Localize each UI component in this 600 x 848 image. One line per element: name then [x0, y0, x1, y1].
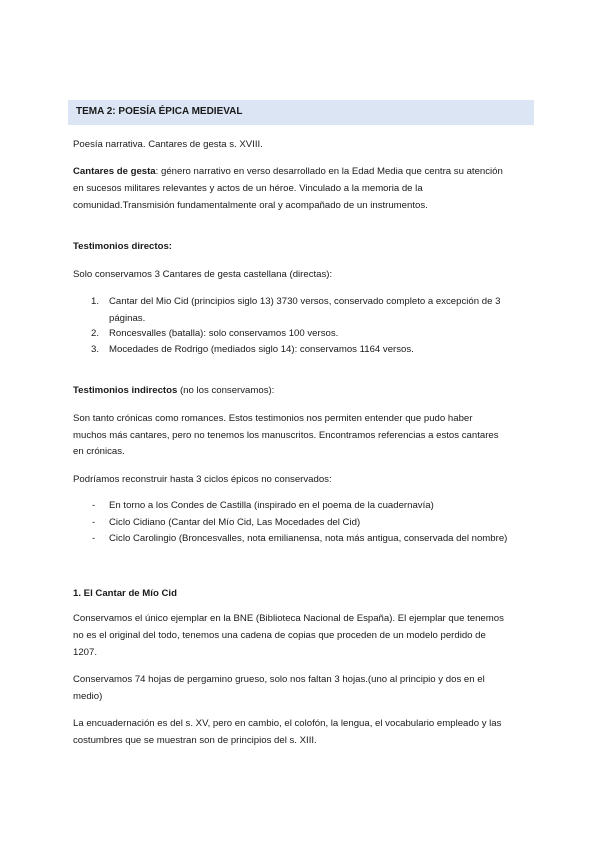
- list-marker: -: [92, 500, 96, 511]
- section-1-p2-line-1: Conservamos 74 hojas de pergamino grueso, solo nos faltan 3 hojas.(uno al principio y dos en el: [73, 674, 485, 685]
- indirectos-para-line-3: en crónicas.: [73, 446, 125, 457]
- list-item: Ciclo Cidiano (Cantar del Mío Cid, Las Mocedades del Cid): [109, 517, 361, 528]
- page-title: TEMA 2: POESÍA ÉPICA MEDIEVAL: [76, 106, 243, 117]
- list-marker: 1.: [91, 296, 100, 307]
- cantares-term: Cantares de gesta: [73, 166, 156, 177]
- indirectos-title: Testimonios indirectos: [73, 385, 178, 396]
- directos-title: Testimonios directos:: [73, 241, 172, 252]
- intro-text: Poesía narrativa. Cantares de gesta s. XVIII.: [73, 139, 263, 150]
- list-marker: 3.: [91, 344, 100, 355]
- list-item: En torno a los Condes de Castilla (inspirado en el poema de la cuadernavía): [109, 500, 434, 511]
- cantares-line-1-rest: : género narrativo en verso desarrollado en la Edad Media que centra su atención: [155, 166, 503, 177]
- indirectos-title-rest: (no los conservamos):: [177, 385, 275, 396]
- section-1-p2-line-2: medio): [73, 691, 103, 702]
- cantares-line-3: comunidad.Transmisión fundamentalmente oral y acompañado de un instrumentos.: [73, 200, 428, 211]
- indirectos-para-line-1: Son tanto crónicas como romances. Estos testimonios nos permiten entender que pudo haber: [73, 413, 473, 424]
- list-item: Roncesvalles (batalla): solo conservamos 100 versos.: [109, 328, 339, 339]
- list-item: Cantar del Mio Cid (principios siglo 13) 3730 versos, conservado completo a excepción de 3: [109, 296, 501, 307]
- section-1-p3-line-1: La encuadernación es del s. XV, pero en cambio, el colofón, la lengua, el vocabulario empleado y las: [73, 718, 502, 729]
- section-1-title: 1. El Cantar de Mío Cid: [73, 588, 177, 599]
- directos-intro: Solo conservamos 3 Cantares de gesta castellana (directas):: [73, 269, 333, 280]
- ciclos-intro: Podríamos reconstruir hasta 3 ciclos épicos no conservados:: [73, 474, 332, 485]
- indirectos-para-line-2: muchos más cantares, pero no tenemos los manuscritos. Encontramos referencias a estos cantares: [73, 430, 499, 441]
- section-1-p3-line-2: costumbres que se muestran son de principios del s. XIII.: [73, 735, 317, 746]
- section-1-p1-line-3: 1207.: [73, 647, 98, 658]
- list-item: Mocedades de Rodrigo (mediados siglo 14): conservamos 1164 versos.: [109, 344, 414, 355]
- cantares-line-2: en sucesos militares relevantes y actos de un héroe. Vinculado a la memoria de la: [73, 183, 423, 194]
- list-item-continuation: páginas.: [109, 313, 146, 324]
- list-marker: 2.: [91, 328, 100, 339]
- cantares-line-1: [73, 163, 528, 180]
- list-marker: -: [92, 517, 96, 528]
- section-1-p1-line-2: no es el original del todo, tenemos una cadena de copias que proceden de un modelo perdido de: [73, 630, 486, 641]
- list-item: Ciclo Carolingio (Broncesvalles, nota emilianensa, nota más antigua, conservada del nombre): [109, 533, 508, 544]
- indirectos-heading: [73, 382, 528, 399]
- list-marker: -: [92, 533, 96, 544]
- section-1-p1-line-1: Conservamos el único ejemplar en la BNE (Biblioteca Nacional de España). El ejemplar que tenemos: [73, 613, 504, 624]
